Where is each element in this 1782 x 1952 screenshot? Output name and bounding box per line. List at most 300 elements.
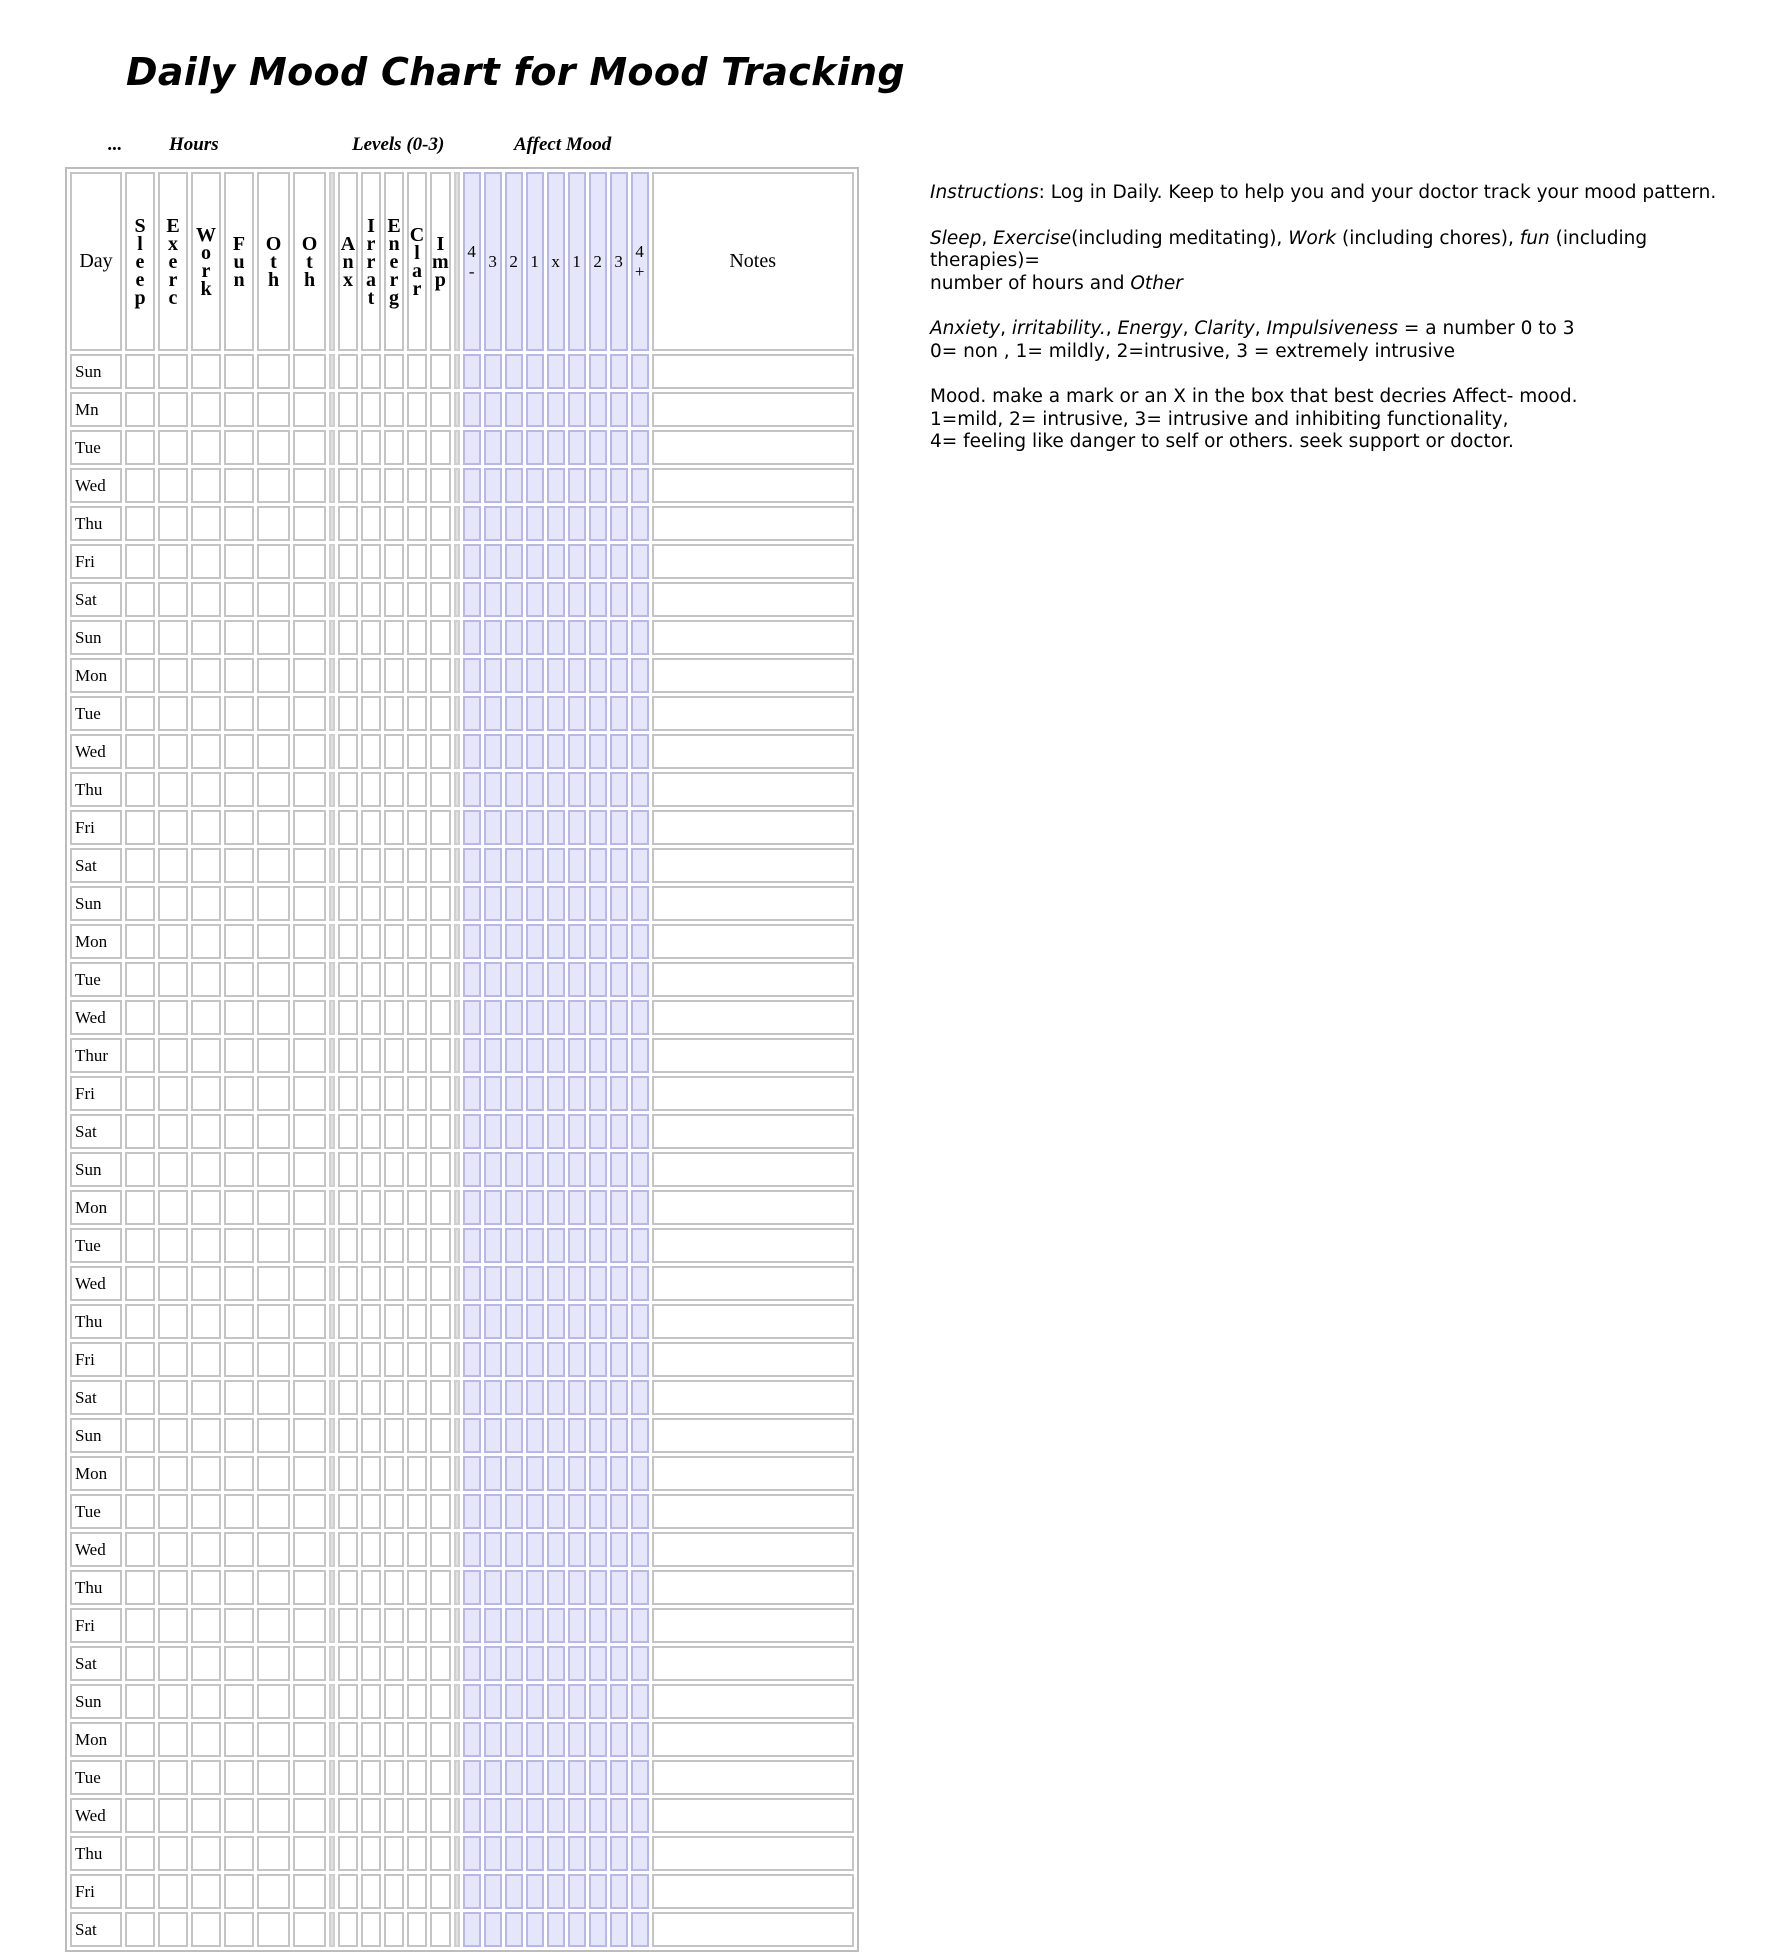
mood-cell-m2pos[interactable] — [589, 1228, 607, 1263]
oth1-hours-cell[interactable] — [257, 1912, 290, 1947]
exerc-hours-cell[interactable] — [158, 772, 188, 807]
mood-cell-m3neg[interactable] — [484, 392, 502, 427]
imp-level-cell[interactable] — [430, 1608, 451, 1643]
work-hours-cell[interactable] — [191, 962, 221, 997]
energ-level-cell[interactable] — [384, 1038, 404, 1073]
mood-cell-mx[interactable] — [547, 1342, 565, 1377]
imp-level-cell[interactable] — [430, 1228, 451, 1263]
irrat-level-cell[interactable] — [361, 734, 381, 769]
mood-cell-m2neg[interactable] — [505, 924, 523, 959]
mood-cell-m4neg[interactable] — [463, 582, 481, 617]
anx-level-cell[interactable] — [338, 1190, 358, 1225]
imp-level-cell[interactable] — [430, 1798, 451, 1833]
mood-cell-m3pos[interactable] — [610, 658, 628, 693]
imp-level-cell[interactable] — [430, 1570, 451, 1605]
imp-level-cell[interactable] — [430, 430, 451, 465]
mood-cell-mx[interactable] — [547, 1000, 565, 1035]
mood-cell-m3neg[interactable] — [484, 1152, 502, 1187]
sleep-hours-cell[interactable] — [125, 1228, 155, 1263]
mood-cell-m3neg[interactable] — [484, 696, 502, 731]
fun-hours-cell[interactable] — [224, 1494, 254, 1529]
irrat-level-cell[interactable] — [361, 1836, 381, 1871]
mood-cell-m3neg[interactable] — [484, 1266, 502, 1301]
sleep-hours-cell[interactable] — [125, 1874, 155, 1909]
mood-cell-m1neg[interactable] — [526, 1798, 544, 1833]
mood-cell-m4neg[interactable] — [463, 696, 481, 731]
fun-hours-cell[interactable] — [224, 1266, 254, 1301]
mood-cell-m3pos[interactable] — [610, 468, 628, 503]
mood-cell-m1neg[interactable] — [526, 1684, 544, 1719]
notes-cell[interactable] — [652, 1722, 854, 1757]
anx-level-cell[interactable] — [338, 1266, 358, 1301]
oth1-hours-cell[interactable] — [257, 430, 290, 465]
fun-hours-cell[interactable] — [224, 620, 254, 655]
mood-cell-mx[interactable] — [547, 430, 565, 465]
energ-level-cell[interactable] — [384, 1646, 404, 1681]
fun-hours-cell[interactable] — [224, 772, 254, 807]
mood-cell-m4neg[interactable] — [463, 848, 481, 883]
mood-cell-mx[interactable] — [547, 1418, 565, 1453]
clar-level-cell[interactable] — [407, 1874, 427, 1909]
work-hours-cell[interactable] — [191, 924, 221, 959]
mood-cell-m2neg[interactable] — [505, 1190, 523, 1225]
energ-level-cell[interactable] — [384, 392, 404, 427]
mood-cell-m4neg[interactable] — [463, 1190, 481, 1225]
energ-level-cell[interactable] — [384, 1874, 404, 1909]
oth1-hours-cell[interactable] — [257, 1152, 290, 1187]
work-hours-cell[interactable] — [191, 810, 221, 845]
mood-cell-m1pos[interactable] — [568, 1418, 586, 1453]
notes-cell[interactable] — [652, 506, 854, 541]
energ-level-cell[interactable] — [384, 1380, 404, 1415]
oth1-hours-cell[interactable] — [257, 962, 290, 997]
anx-level-cell[interactable] — [338, 1874, 358, 1909]
mood-cell-m2pos[interactable] — [589, 772, 607, 807]
irrat-level-cell[interactable] — [361, 1798, 381, 1833]
mood-cell-m2neg[interactable] — [505, 1000, 523, 1035]
fun-hours-cell[interactable] — [224, 1532, 254, 1567]
mood-cell-m4neg[interactable] — [463, 1722, 481, 1757]
fun-hours-cell[interactable] — [224, 392, 254, 427]
sleep-hours-cell[interactable] — [125, 1456, 155, 1491]
mood-cell-m2pos[interactable] — [589, 1722, 607, 1757]
oth1-hours-cell[interactable] — [257, 1418, 290, 1453]
mood-cell-m4pos[interactable] — [631, 1760, 649, 1795]
mood-cell-m1neg[interactable] — [526, 1722, 544, 1757]
mood-cell-mx[interactable] — [547, 544, 565, 579]
mood-cell-m2neg[interactable] — [505, 1456, 523, 1491]
mood-cell-m4pos[interactable] — [631, 1532, 649, 1567]
exerc-hours-cell[interactable] — [158, 1228, 188, 1263]
sleep-hours-cell[interactable] — [125, 1418, 155, 1453]
energ-level-cell[interactable] — [384, 1228, 404, 1263]
mood-cell-mx[interactable] — [547, 1266, 565, 1301]
energ-level-cell[interactable] — [384, 1760, 404, 1795]
oth1-hours-cell[interactable] — [257, 848, 290, 883]
exerc-hours-cell[interactable] — [158, 1380, 188, 1415]
mood-cell-m1pos[interactable] — [568, 1456, 586, 1491]
notes-cell[interactable] — [652, 962, 854, 997]
anx-level-cell[interactable] — [338, 810, 358, 845]
mood-cell-mx[interactable] — [547, 1456, 565, 1491]
oth2-hours-cell[interactable] — [293, 772, 326, 807]
irrat-level-cell[interactable] — [361, 544, 381, 579]
imp-level-cell[interactable] — [430, 1190, 451, 1225]
mood-cell-m3neg[interactable] — [484, 1418, 502, 1453]
fun-hours-cell[interactable] — [224, 810, 254, 845]
clar-level-cell[interactable] — [407, 1266, 427, 1301]
exerc-hours-cell[interactable] — [158, 1912, 188, 1947]
mood-cell-m1neg[interactable] — [526, 1000, 544, 1035]
oth2-hours-cell[interactable] — [293, 430, 326, 465]
mood-cell-m4pos[interactable] — [631, 1190, 649, 1225]
anx-level-cell[interactable] — [338, 772, 358, 807]
mood-cell-m2pos[interactable] — [589, 1760, 607, 1795]
work-hours-cell[interactable] — [191, 620, 221, 655]
notes-cell[interactable] — [652, 1760, 854, 1795]
mood-cell-m1pos[interactable] — [568, 1836, 586, 1871]
mood-cell-m2pos[interactable] — [589, 1076, 607, 1111]
energ-level-cell[interactable] — [384, 354, 404, 389]
exerc-hours-cell[interactable] — [158, 1836, 188, 1871]
energ-level-cell[interactable] — [384, 582, 404, 617]
mood-cell-m2neg[interactable] — [505, 810, 523, 845]
mood-cell-m3neg[interactable] — [484, 848, 502, 883]
irrat-level-cell[interactable] — [361, 658, 381, 693]
anx-level-cell[interactable] — [338, 1760, 358, 1795]
irrat-level-cell[interactable] — [361, 582, 381, 617]
energ-level-cell[interactable] — [384, 924, 404, 959]
imp-level-cell[interactable] — [430, 1532, 451, 1567]
clar-level-cell[interactable] — [407, 924, 427, 959]
clar-level-cell[interactable] — [407, 658, 427, 693]
mood-cell-m2pos[interactable] — [589, 658, 607, 693]
mood-cell-m4pos[interactable] — [631, 696, 649, 731]
mood-cell-mx[interactable] — [547, 1570, 565, 1605]
fun-hours-cell[interactable] — [224, 1684, 254, 1719]
mood-cell-m1neg[interactable] — [526, 1418, 544, 1453]
mood-cell-m4pos[interactable] — [631, 734, 649, 769]
work-hours-cell[interactable] — [191, 1152, 221, 1187]
mood-cell-m2pos[interactable] — [589, 810, 607, 845]
oth2-hours-cell[interactable] — [293, 1494, 326, 1529]
mood-cell-m3neg[interactable] — [484, 1646, 502, 1681]
irrat-level-cell[interactable] — [361, 1418, 381, 1453]
oth2-hours-cell[interactable] — [293, 1076, 326, 1111]
mood-cell-m3pos[interactable] — [610, 620, 628, 655]
clar-level-cell[interactable] — [407, 430, 427, 465]
mood-cell-m4neg[interactable] — [463, 1494, 481, 1529]
fun-hours-cell[interactable] — [224, 924, 254, 959]
mood-cell-m4pos[interactable] — [631, 544, 649, 579]
notes-cell[interactable] — [652, 1798, 854, 1833]
mood-cell-m3pos[interactable] — [610, 1152, 628, 1187]
clar-level-cell[interactable] — [407, 1228, 427, 1263]
mood-cell-m4neg[interactable] — [463, 1760, 481, 1795]
mood-cell-mx[interactable] — [547, 886, 565, 921]
mood-cell-m4neg[interactable] — [463, 1152, 481, 1187]
mood-cell-m2neg[interactable] — [505, 658, 523, 693]
oth2-hours-cell[interactable] — [293, 620, 326, 655]
mood-cell-m2pos[interactable] — [589, 1874, 607, 1909]
notes-cell[interactable] — [652, 848, 854, 883]
notes-cell[interactable] — [652, 354, 854, 389]
oth1-hours-cell[interactable] — [257, 772, 290, 807]
exerc-hours-cell[interactable] — [158, 506, 188, 541]
notes-cell[interactable] — [652, 1114, 854, 1149]
anx-level-cell[interactable] — [338, 1076, 358, 1111]
energ-level-cell[interactable] — [384, 886, 404, 921]
oth2-hours-cell[interactable] — [293, 658, 326, 693]
clar-level-cell[interactable] — [407, 392, 427, 427]
clar-level-cell[interactable] — [407, 1190, 427, 1225]
anx-level-cell[interactable] — [338, 1570, 358, 1605]
imp-level-cell[interactable] — [430, 1456, 451, 1491]
mood-cell-m1pos[interactable] — [568, 1722, 586, 1757]
mood-cell-m3pos[interactable] — [610, 1304, 628, 1339]
exerc-hours-cell[interactable] — [158, 1646, 188, 1681]
mood-cell-m3pos[interactable] — [610, 1912, 628, 1947]
mood-cell-m2pos[interactable] — [589, 1152, 607, 1187]
mood-cell-m4pos[interactable] — [631, 354, 649, 389]
mood-cell-m1neg[interactable] — [526, 772, 544, 807]
fun-hours-cell[interactable] — [224, 1912, 254, 1947]
sleep-hours-cell[interactable] — [125, 1038, 155, 1073]
mood-cell-m4neg[interactable] — [463, 1570, 481, 1605]
mood-cell-m3pos[interactable] — [610, 772, 628, 807]
mood-cell-mx[interactable] — [547, 1912, 565, 1947]
sleep-hours-cell[interactable] — [125, 1532, 155, 1567]
sleep-hours-cell[interactable] — [125, 1684, 155, 1719]
mood-cell-m4pos[interactable] — [631, 1722, 649, 1757]
mood-cell-m4pos[interactable] — [631, 582, 649, 617]
mood-cell-m1pos[interactable] — [568, 1912, 586, 1947]
mood-cell-m3pos[interactable] — [610, 848, 628, 883]
mood-cell-m1neg[interactable] — [526, 1266, 544, 1301]
mood-cell-m2neg[interactable] — [505, 886, 523, 921]
oth1-hours-cell[interactable] — [257, 1836, 290, 1871]
mood-cell-m4pos[interactable] — [631, 848, 649, 883]
clar-level-cell[interactable] — [407, 696, 427, 731]
mood-cell-m2pos[interactable] — [589, 1646, 607, 1681]
imp-level-cell[interactable] — [430, 1266, 451, 1301]
mood-cell-m3pos[interactable] — [610, 1456, 628, 1491]
fun-hours-cell[interactable] — [224, 1874, 254, 1909]
oth1-hours-cell[interactable] — [257, 1608, 290, 1643]
sleep-hours-cell[interactable] — [125, 620, 155, 655]
mood-cell-m2pos[interactable] — [589, 354, 607, 389]
mood-cell-m4pos[interactable] — [631, 620, 649, 655]
notes-cell[interactable] — [652, 1076, 854, 1111]
imp-level-cell[interactable] — [430, 392, 451, 427]
mood-cell-m3pos[interactable] — [610, 1798, 628, 1833]
irrat-level-cell[interactable] — [361, 1304, 381, 1339]
oth1-hours-cell[interactable] — [257, 1266, 290, 1301]
mood-cell-m4neg[interactable] — [463, 886, 481, 921]
mood-cell-m1pos[interactable] — [568, 1798, 586, 1833]
mood-cell-m4pos[interactable] — [631, 1874, 649, 1909]
oth2-hours-cell[interactable] — [293, 1266, 326, 1301]
notes-cell[interactable] — [652, 734, 854, 769]
oth2-hours-cell[interactable] — [293, 544, 326, 579]
mood-cell-m4pos[interactable] — [631, 430, 649, 465]
imp-level-cell[interactable] — [430, 544, 451, 579]
mood-cell-m1neg[interactable] — [526, 696, 544, 731]
mood-cell-m4pos[interactable] — [631, 1608, 649, 1643]
oth1-hours-cell[interactable] — [257, 392, 290, 427]
mood-cell-m1neg[interactable] — [526, 810, 544, 845]
energ-level-cell[interactable] — [384, 1304, 404, 1339]
irrat-level-cell[interactable] — [361, 1912, 381, 1947]
mood-cell-m1pos[interactable] — [568, 696, 586, 731]
energ-level-cell[interactable] — [384, 468, 404, 503]
clar-level-cell[interactable] — [407, 468, 427, 503]
mood-cell-m2neg[interactable] — [505, 1760, 523, 1795]
mood-cell-m1pos[interactable] — [568, 392, 586, 427]
irrat-level-cell[interactable] — [361, 1570, 381, 1605]
oth2-hours-cell[interactable] — [293, 1646, 326, 1681]
imp-level-cell[interactable] — [430, 1836, 451, 1871]
mood-cell-m3pos[interactable] — [610, 1836, 628, 1871]
fun-hours-cell[interactable] — [224, 1114, 254, 1149]
mood-cell-m2neg[interactable] — [505, 506, 523, 541]
imp-level-cell[interactable] — [430, 1304, 451, 1339]
mood-cell-m4pos[interactable] — [631, 1380, 649, 1415]
energ-level-cell[interactable] — [384, 506, 404, 541]
fun-hours-cell[interactable] — [224, 1722, 254, 1757]
mood-cell-m3neg[interactable] — [484, 1038, 502, 1073]
mood-cell-m4neg[interactable] — [463, 1038, 481, 1073]
sleep-hours-cell[interactable] — [125, 810, 155, 845]
anx-level-cell[interactable] — [338, 1418, 358, 1453]
mood-cell-m2neg[interactable] — [505, 1418, 523, 1453]
clar-level-cell[interactable] — [407, 1570, 427, 1605]
anx-level-cell[interactable] — [338, 1608, 358, 1643]
irrat-level-cell[interactable] — [361, 886, 381, 921]
clar-level-cell[interactable] — [407, 1912, 427, 1947]
energ-level-cell[interactable] — [384, 1266, 404, 1301]
imp-level-cell[interactable] — [430, 810, 451, 845]
mood-cell-m2neg[interactable] — [505, 772, 523, 807]
exerc-hours-cell[interactable] — [158, 734, 188, 769]
energ-level-cell[interactable] — [384, 1152, 404, 1187]
mood-cell-m1neg[interactable] — [526, 1494, 544, 1529]
energ-level-cell[interactable] — [384, 1532, 404, 1567]
notes-cell[interactable] — [652, 1456, 854, 1491]
oth2-hours-cell[interactable] — [293, 582, 326, 617]
work-hours-cell[interactable] — [191, 734, 221, 769]
irrat-level-cell[interactable] — [361, 772, 381, 807]
mood-cell-mx[interactable] — [547, 1190, 565, 1225]
oth2-hours-cell[interactable] — [293, 1190, 326, 1225]
irrat-level-cell[interactable] — [361, 1190, 381, 1225]
mood-cell-m3neg[interactable] — [484, 1874, 502, 1909]
energ-level-cell[interactable] — [384, 658, 404, 693]
mood-cell-m2pos[interactable] — [589, 1266, 607, 1301]
anx-level-cell[interactable] — [338, 1152, 358, 1187]
mood-cell-m4pos[interactable] — [631, 810, 649, 845]
mood-cell-m4neg[interactable] — [463, 506, 481, 541]
mood-cell-m2neg[interactable] — [505, 1608, 523, 1643]
irrat-level-cell[interactable] — [361, 1608, 381, 1643]
clar-level-cell[interactable] — [407, 1418, 427, 1453]
fun-hours-cell[interactable] — [224, 1304, 254, 1339]
mood-cell-m3neg[interactable] — [484, 1304, 502, 1339]
irrat-level-cell[interactable] — [361, 1228, 381, 1263]
irrat-level-cell[interactable] — [361, 1874, 381, 1909]
clar-level-cell[interactable] — [407, 1152, 427, 1187]
clar-level-cell[interactable] — [407, 810, 427, 845]
mood-cell-m2pos[interactable] — [589, 1608, 607, 1643]
mood-cell-m3neg[interactable] — [484, 1836, 502, 1871]
fun-hours-cell[interactable] — [224, 658, 254, 693]
mood-cell-mx[interactable] — [547, 1874, 565, 1909]
clar-level-cell[interactable] — [407, 734, 427, 769]
mood-cell-m3neg[interactable] — [484, 962, 502, 997]
work-hours-cell[interactable] — [191, 1912, 221, 1947]
fun-hours-cell[interactable] — [224, 544, 254, 579]
work-hours-cell[interactable] — [191, 1570, 221, 1605]
work-hours-cell[interactable] — [191, 696, 221, 731]
notes-cell[interactable] — [652, 1038, 854, 1073]
clar-level-cell[interactable] — [407, 1494, 427, 1529]
fun-hours-cell[interactable] — [224, 1760, 254, 1795]
mood-cell-m2neg[interactable] — [505, 1494, 523, 1529]
imp-level-cell[interactable] — [430, 1760, 451, 1795]
irrat-level-cell[interactable] — [361, 1684, 381, 1719]
clar-level-cell[interactable] — [407, 1380, 427, 1415]
imp-level-cell[interactable] — [430, 1646, 451, 1681]
irrat-level-cell[interactable] — [361, 924, 381, 959]
oth1-hours-cell[interactable] — [257, 696, 290, 731]
work-hours-cell[interactable] — [191, 1684, 221, 1719]
mood-cell-m4neg[interactable] — [463, 1684, 481, 1719]
mood-cell-m3neg[interactable] — [484, 620, 502, 655]
oth1-hours-cell[interactable] — [257, 506, 290, 541]
notes-cell[interactable] — [652, 1836, 854, 1871]
exerc-hours-cell[interactable] — [158, 1076, 188, 1111]
irrat-level-cell[interactable] — [361, 1076, 381, 1111]
exerc-hours-cell[interactable] — [158, 848, 188, 883]
oth1-hours-cell[interactable] — [257, 1190, 290, 1225]
work-hours-cell[interactable] — [191, 1456, 221, 1491]
mood-cell-m3neg[interactable] — [484, 810, 502, 845]
irrat-level-cell[interactable] — [361, 392, 381, 427]
sleep-hours-cell[interactable] — [125, 924, 155, 959]
notes-cell[interactable] — [652, 1152, 854, 1187]
mood-cell-m2neg[interactable] — [505, 848, 523, 883]
oth1-hours-cell[interactable] — [257, 1646, 290, 1681]
mood-cell-m1pos[interactable] — [568, 1114, 586, 1149]
sleep-hours-cell[interactable] — [125, 1494, 155, 1529]
mood-cell-m1pos[interactable] — [568, 1532, 586, 1567]
mood-cell-m2neg[interactable] — [505, 1342, 523, 1377]
work-hours-cell[interactable] — [191, 772, 221, 807]
mood-cell-m1pos[interactable] — [568, 886, 586, 921]
mood-cell-m2pos[interactable] — [589, 1380, 607, 1415]
work-hours-cell[interactable] — [191, 1304, 221, 1339]
mood-cell-m2neg[interactable] — [505, 1722, 523, 1757]
mood-cell-m3pos[interactable] — [610, 392, 628, 427]
mood-cell-m3pos[interactable] — [610, 810, 628, 845]
notes-cell[interactable] — [652, 1608, 854, 1643]
work-hours-cell[interactable] — [191, 1380, 221, 1415]
irrat-level-cell[interactable] — [361, 430, 381, 465]
imp-level-cell[interactable] — [430, 582, 451, 617]
anx-level-cell[interactable] — [338, 1000, 358, 1035]
notes-cell[interactable] — [652, 392, 854, 427]
imp-level-cell[interactable] — [430, 734, 451, 769]
